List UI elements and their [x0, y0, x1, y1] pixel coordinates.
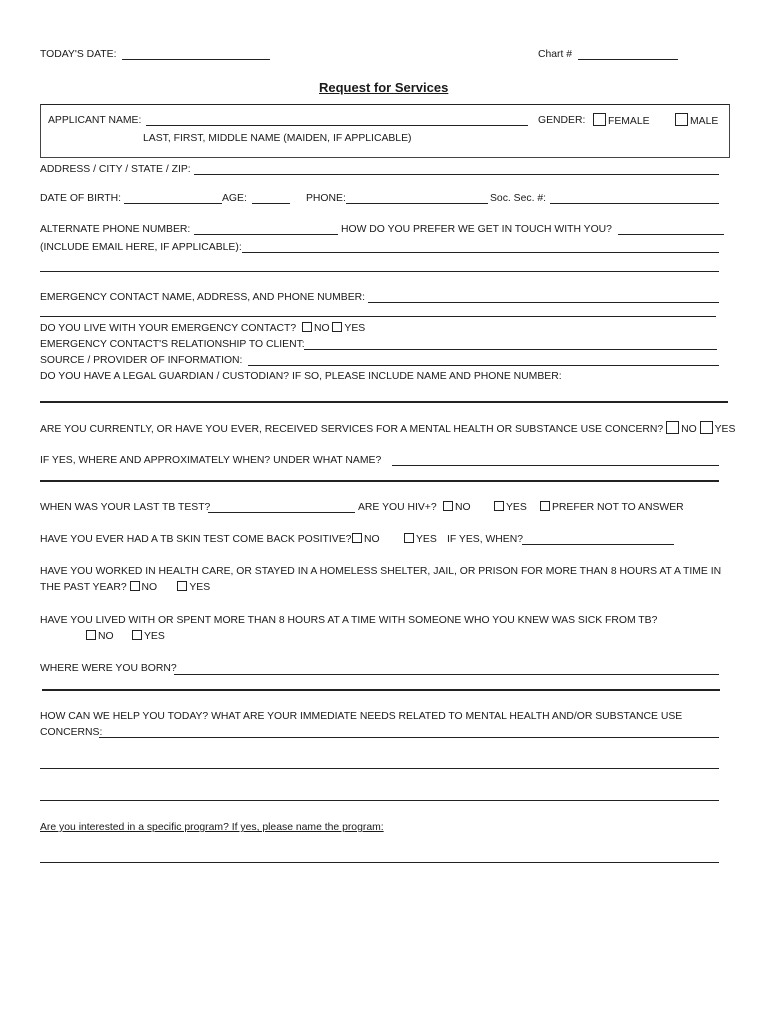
needs-field-line-3[interactable]	[40, 800, 719, 801]
chart-number-label: Chart #	[538, 49, 573, 60]
needs-field[interactable]	[99, 737, 719, 738]
mh-yes-option[interactable]: YES	[700, 424, 736, 435]
checkbox-icon[interactable]	[675, 113, 688, 126]
needs-field-line-2[interactable]	[40, 768, 719, 769]
checkbox-icon[interactable]	[404, 533, 414, 543]
chart-number-field[interactable]	[578, 59, 678, 60]
tb-skin-when-label: IF YES, WHEN?	[447, 534, 524, 545]
email-field[interactable]	[242, 252, 719, 253]
program-question: Are you interested in a specific program? If yes, please name the program:	[40, 822, 384, 833]
checkbox-icon[interactable]	[443, 501, 453, 511]
last-tb-test-field[interactable]	[208, 512, 355, 513]
program-field[interactable]	[40, 862, 719, 863]
live-with-contact-question: DO YOU LIVE WITH YOUR EMERGENCY CONTACT? NO YES	[40, 323, 366, 334]
emergency-contact-label: EMERGENCY CONTACT NAME, ADDRESS, AND PHONE NUMBER:	[40, 292, 366, 303]
lived-with-yes-option[interactable]: YES	[132, 630, 165, 643]
email-field-line-2[interactable]	[40, 271, 719, 272]
gender-label: GENDER:	[538, 115, 586, 126]
checkbox-icon[interactable]	[494, 501, 504, 511]
emergency-contact-field[interactable]	[368, 302, 719, 303]
checkbox-icon[interactable]	[132, 630, 142, 640]
hiv-yes-option[interactable]: YES	[494, 501, 527, 514]
tb-skin-yes-option[interactable]: YES	[404, 533, 437, 546]
born-label: WHERE WERE YOU BORN?	[40, 663, 177, 674]
emergency-contact-field-line-2[interactable]	[40, 316, 716, 317]
mh-no-option[interactable]: NO	[666, 424, 697, 435]
checkbox-icon[interactable]	[177, 581, 187, 591]
hiv-prefer-not-option[interactable]: PREFER NOT TO ANSWER	[540, 501, 684, 514]
hiv-label: ARE YOU HIV+?	[358, 502, 437, 513]
age-label: AGE:	[222, 193, 247, 204]
checkbox-icon[interactable]	[700, 421, 713, 434]
todays-date-field[interactable]	[122, 59, 270, 60]
tb-skin-test-label: HAVE YOU EVER HAD A TB SKIN TEST COME BACK POSITIVE?	[40, 534, 352, 545]
gender-female-option[interactable]: FEMALE	[593, 113, 650, 128]
page-title: Request for Services	[319, 80, 449, 95]
checkbox-icon[interactable]	[540, 501, 550, 511]
checkbox-icon[interactable]	[332, 322, 342, 332]
applicant-name-hint: LAST, FIRST, MIDDLE NAME (MAIDEN, IF APPLICABLE)	[143, 133, 412, 144]
checkbox-icon[interactable]	[593, 113, 606, 126]
contact-preference-field[interactable]	[618, 234, 724, 235]
lived-with-no-option[interactable]: NO	[86, 630, 114, 643]
checkbox-icon[interactable]	[86, 630, 96, 640]
phone-label: PHONE:	[306, 193, 346, 204]
dob-label: DATE OF BIRTH:	[40, 193, 122, 204]
todays-date-label: TODAY'S DATE:	[40, 49, 117, 60]
guardian-label: DO YOU HAVE A LEGAL GUARDIAN / CUSTODIAN? IF SO, PLEASE INCLUDE NAME AND PHONE NUMBER:	[40, 371, 562, 382]
live-with-yes-option[interactable]: YES	[332, 323, 365, 334]
last-tb-test-label: WHEN WAS YOUR LAST TB TEST?	[40, 502, 211, 513]
health-care-question-line2: THE PAST YEAR? NO YES	[40, 582, 211, 593]
applicant-name-label: APPLICANT NAME:	[48, 115, 142, 126]
health-care-yes-option[interactable]: YES	[177, 582, 210, 593]
gender-male-option[interactable]: MALE	[675, 113, 718, 128]
mh-services-question: ARE YOU CURRENTLY, OR HAVE YOU EVER, RECEIVED SERVICES FOR A MENTAL HEALTH OR SUBSTANCE USE CONCERN? NO YES	[40, 421, 735, 436]
dob-field[interactable]	[124, 203, 222, 204]
needs-question-line2: CONCERNS:	[40, 727, 103, 738]
if-yes-where-field[interactable]	[392, 465, 719, 466]
health-care-question-line1: HAVE YOU WORKED IN HEALTH CARE, OR STAYED IN A HOMELESS SHELTER, JAIL, OR PRISON FOR MORE THAN 8 HOURS AT A TIME IN	[40, 566, 722, 577]
relationship-label: EMERGENCY CONTACT'S RELATIONSHIP TO CLIENT:	[40, 339, 305, 350]
ssn-field[interactable]	[550, 203, 719, 204]
address-label: ADDRESS / CITY / STATE / ZIP:	[40, 164, 191, 175]
hiv-no-option[interactable]: NO	[443, 501, 471, 514]
contact-preference-label: HOW DO YOU PREFER WE GET IN TOUCH WITH YOU?	[341, 224, 612, 235]
lived-with-tb-question: HAVE YOU LIVED WITH OR SPENT MORE THAN 8 HOURS AT A TIME WITH SOMEONE WHO YOU KNEW WAS SICK FROM TB?	[40, 615, 658, 626]
age-field[interactable]	[252, 203, 290, 204]
tb-skin-no-option[interactable]: NO	[352, 533, 380, 546]
live-with-no-option[interactable]: NO	[302, 323, 330, 334]
ssn-label: Soc. Sec. #:	[490, 193, 547, 204]
source-field[interactable]	[248, 365, 719, 366]
checkbox-icon[interactable]	[666, 421, 679, 434]
needs-question-line1: HOW CAN WE HELP YOU TODAY? WHAT ARE YOUR IMMEDIATE NEEDS RELATED TO MENTAL HEALTH AND/OR SUBSTANCE USE	[40, 711, 683, 722]
if-yes-where-label: IF YES, WHERE AND APPROXIMATELY WHEN? UNDER WHAT NAME?	[40, 455, 382, 466]
alt-phone-label: ALTERNATE PHONE NUMBER:	[40, 224, 191, 235]
relationship-field[interactable]	[304, 349, 717, 350]
email-label: (INCLUDE EMAIL HERE, IF APPLICABLE):	[40, 242, 242, 253]
section-divider	[40, 401, 728, 403]
address-field[interactable]	[194, 174, 719, 175]
health-care-no-option[interactable]: NO	[130, 582, 158, 593]
born-field[interactable]	[174, 674, 719, 675]
checkbox-icon[interactable]	[302, 322, 312, 332]
phone-field[interactable]	[346, 203, 488, 204]
alt-phone-field[interactable]	[194, 234, 338, 235]
applicant-name-field[interactable]	[146, 125, 528, 126]
checkbox-icon[interactable]	[130, 581, 140, 591]
if-yes-where-field-line-2[interactable]	[40, 480, 719, 482]
checkbox-icon[interactable]	[352, 533, 362, 543]
tb-skin-when-field[interactable]	[522, 544, 674, 545]
source-label: SOURCE / PROVIDER OF INFORMATION:	[40, 355, 243, 366]
born-field-line-2[interactable]	[42, 689, 720, 691]
